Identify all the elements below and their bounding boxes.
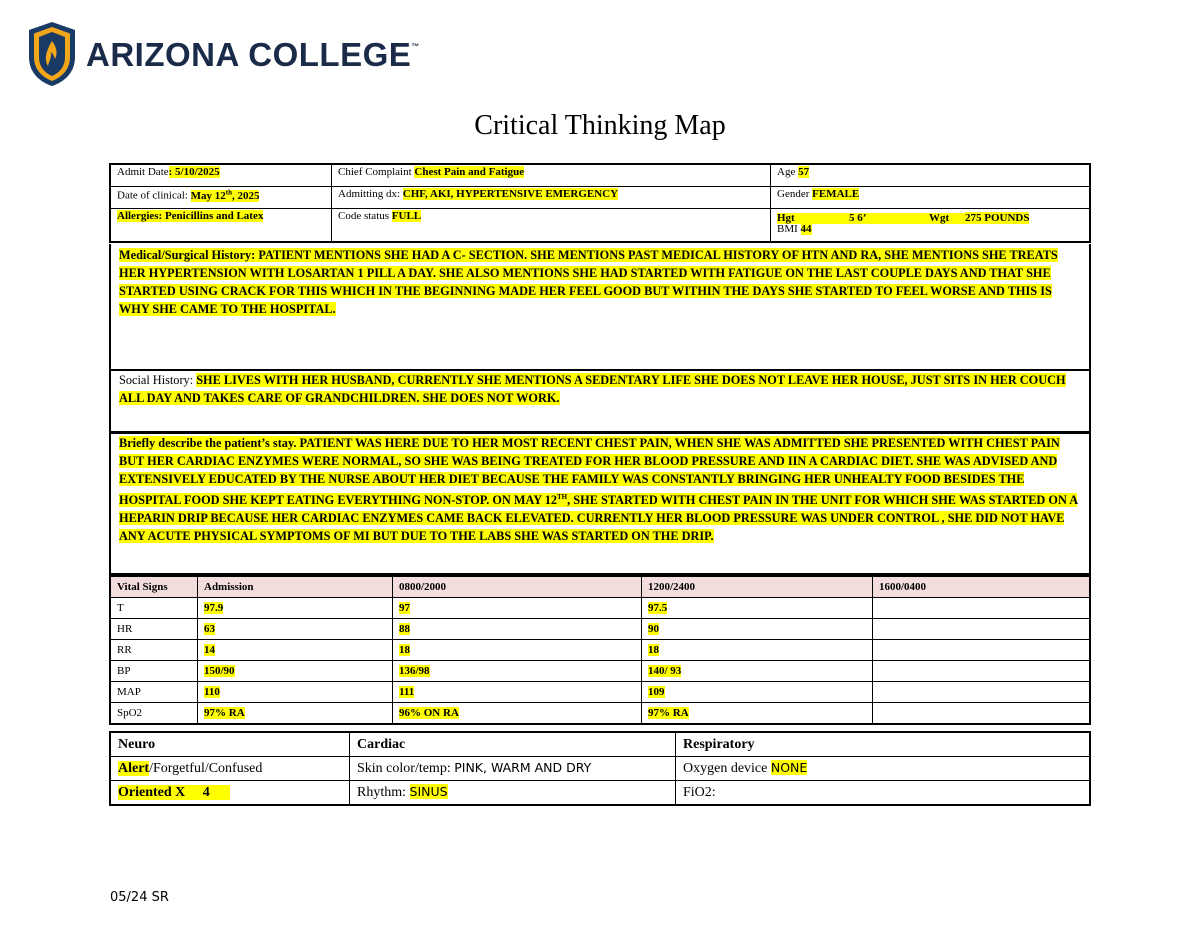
vitals-row [110, 640, 1090, 661]
neuro-title: Neuro [110, 732, 350, 757]
vitals-value: 97.9 [204, 602, 224, 614]
respiratory-o2-cell: Oxygen device NONE [676, 757, 1091, 781]
vitals-value-cell [873, 682, 1091, 703]
medical-history-label: Medical/Surgical History: [119, 248, 256, 262]
vitals-value-cell [393, 619, 642, 640]
assessment-table [109, 731, 1091, 806]
vitals-row [110, 661, 1090, 682]
vitals-value-cell [873, 703, 1091, 725]
admitting-dx-cell: Admitting dx: CHF, AKI, HYPERTENSIVE EMERGENCY [332, 187, 771, 209]
social-history-section [109, 371, 1091, 433]
vitals-header-cell: 1600/0400 [873, 576, 1091, 598]
vitals-value-cell [873, 640, 1091, 661]
age-cell: Age 57 [771, 164, 1091, 187]
vitals-row [110, 619, 1090, 640]
page-title: Critical Thinking Map [474, 110, 726, 141]
vitals-value-cell [393, 661, 642, 682]
vitals-row-label: RR [110, 640, 198, 661]
social-history-text: SHE LIVES WITH HER HUSBAND, CURRENTLY SHE MENTIONS A SEDENTARY LIFE SHE DOES NOT LEAVE HER HOUSE, JUST SITS IN HER COUCH ALL DAY AND TAKES CARE OF GRANDCHILDREN. SHE DOES NOT WORK. [119, 373, 1066, 405]
social-history-label: Social History: [119, 373, 197, 387]
vitals-row [110, 682, 1090, 703]
logo-wordmark: ARIZONA COLLEGE™ [86, 36, 420, 73]
vitals-row [110, 703, 1090, 725]
vitals-value: 97 [399, 602, 410, 614]
vitals-value: 97% RA [648, 707, 689, 719]
vitals-value-cell [393, 682, 642, 703]
vitals-row-label: SpO2 [110, 703, 198, 725]
patient-header-table [109, 163, 1091, 243]
neuro-oriented-cell: Oriented X 4 [110, 781, 350, 806]
respiratory-fio2-cell: FiO2: [676, 781, 1091, 806]
vitals-header-row [110, 576, 1090, 598]
admit-date-cell: Admit Date: 5/10/2025 [110, 164, 332, 187]
vitals-value-cell [873, 619, 1091, 640]
vitals-value-cell [393, 640, 642, 661]
allergies-cell: Allergies: Penicillins and Latex [110, 209, 332, 243]
shield-flame-icon [27, 21, 77, 87]
patient-stay-text: PATIENT WAS HERE DUE TO HER MOST RECENT CHEST PAIN, WHEN SHE WAS ADMITTED SHE PRESENTED WITH CHEST PAIN BUT HER CARDIAC ENZYMES WERE NORMAL, SO SHE WAS BEING TREATED FOR HER BLOOD PRESSURE AND IIN A CARDIAC DIET. SHE WAS ADVISED AND EXTENSIVELY EDUCATED BY THE NURSE ABOUT HER DIET BECAUSE THE FAMILY WAS CONSTANTLY BRINGING HER UNHEALTY FOOD BESIDES THE HOSPITAL FOOD SHE KEPT EATING EVERYTHING NON-STOP. ON MAY 12TH, SHE STARTED WITH CHEST PAIN IN THE UNIT FOR WHICH SHE WAS STARTED ON A HEPARIN DRIP BECAUSE HER CARDIAC ENZYMES CAME BACK ELEVATED. CURRENTLY HER BLOOD PRESSURE WAS UNDER CONTROL , SHE DID NOT HAVE ANY ACUTE PHYSICAL SYMPTOMS OF MI BUT DUE TO THE LABS SHE WAS STARTED ON THE DRIP. [119, 436, 1078, 544]
vitals-value-cell [198, 598, 393, 619]
respiratory-title: Respiratory [676, 732, 1091, 757]
vitals-header-cell: 1200/2400 [642, 576, 873, 598]
vitals-value: 14 [204, 644, 215, 656]
height-weight-cell: Hgt 5 6’ Wgt 275 POUNDS BMI 44 [771, 209, 1091, 243]
vitals-value: 88 [399, 623, 410, 635]
vitals-value: 150/90 [204, 665, 235, 677]
medical-history-section [109, 244, 1091, 371]
gender-cell: Gender FEMALE [771, 187, 1091, 209]
neuro-alert-cell: Alert/Forgetful/Confused [110, 757, 350, 781]
vitals-value-cell [873, 598, 1091, 619]
vitals-value-cell [393, 703, 642, 725]
vitals-value: 110 [204, 686, 220, 698]
vitals-value-cell [642, 661, 873, 682]
vitals-row [110, 598, 1090, 619]
vitals-value-cell [393, 598, 642, 619]
vitals-header-cell: Admission [198, 576, 393, 598]
vitals-value: 109 [648, 686, 665, 698]
cardiac-title: Cardiac [350, 732, 676, 757]
vitals-value: 96% ON RA [399, 707, 459, 719]
clinical-date-cell: Date of clinical: May 12th, 2025 [110, 187, 332, 209]
vitals-value: 97.5 [648, 602, 668, 614]
vital-signs-table [109, 575, 1091, 725]
vitals-value: 18 [648, 644, 659, 656]
vitals-value-cell [198, 661, 393, 682]
chief-complaint-cell: Chief Complaint Chest Pain and Fatigue [332, 164, 771, 187]
vitals-value-cell [198, 682, 393, 703]
patient-stay-section [109, 432, 1091, 575]
cardiac-rhythm-cell: Rhythm: SINUS [350, 781, 676, 806]
vitals-row-label: BP [110, 661, 198, 682]
vitals-value-cell [642, 682, 873, 703]
vitals-value-cell [198, 619, 393, 640]
vitals-header-cell: Vital Signs [110, 576, 198, 598]
vitals-value-cell [642, 640, 873, 661]
arizona-college-logo [27, 21, 420, 87]
cardiac-skin-cell: Skin color/temp: PINK, WARM AND DRY [350, 757, 676, 781]
vitals-value: 63 [204, 623, 215, 635]
vitals-value-cell [873, 661, 1091, 682]
vitals-row-label: MAP [110, 682, 198, 703]
vitals-row-label: T [110, 598, 198, 619]
vitals-value: 111 [399, 686, 415, 698]
vitals-value: 18 [399, 644, 410, 656]
vitals-value-cell [642, 703, 873, 725]
vitals-value-cell [198, 640, 393, 661]
vitals-value-cell [642, 619, 873, 640]
patient-stay-label: Briefly describe the patient’s stay. [119, 436, 297, 450]
vitals-value: 90 [648, 623, 659, 635]
code-status-cell: Code status FULL [332, 209, 771, 243]
vitals-value-cell [642, 598, 873, 619]
medical-history-text: PATIENT MENTIONS SHE HAD A C- SECTION. SHE MENTIONS PAST MEDICAL HISTORY OF HTN AND RA, SHE MENTIONS SHE TREATS HER HYPERTENSION WITH LOSARTAN 1 PILL A DAY. SHE ALSO MENTIONS SHE HAD STARTED WITH FATIGUE ON THE LAST COUPLE DAYS AND THAT SHE STARTED USING CRACK FOR THIS WHICH IN THE BEGINNING MADE HER FEEL GOOD BUT WITHIN THE DAYS SHE STARTED TO FEEL WORSE AND THIS IS WHY SHE CAME TO THE HOSPITAL. [119, 248, 1058, 316]
vitals-value: 97% RA [204, 707, 245, 719]
footer-code: 05/24 SR [110, 890, 169, 905]
vitals-value: 136/98 [399, 665, 430, 677]
vitals-value: 140/ 93 [648, 665, 682, 677]
vitals-header-cell: 0800/2000 [393, 576, 642, 598]
vitals-value-cell [198, 703, 393, 725]
vitals-row-label: HR [110, 619, 198, 640]
